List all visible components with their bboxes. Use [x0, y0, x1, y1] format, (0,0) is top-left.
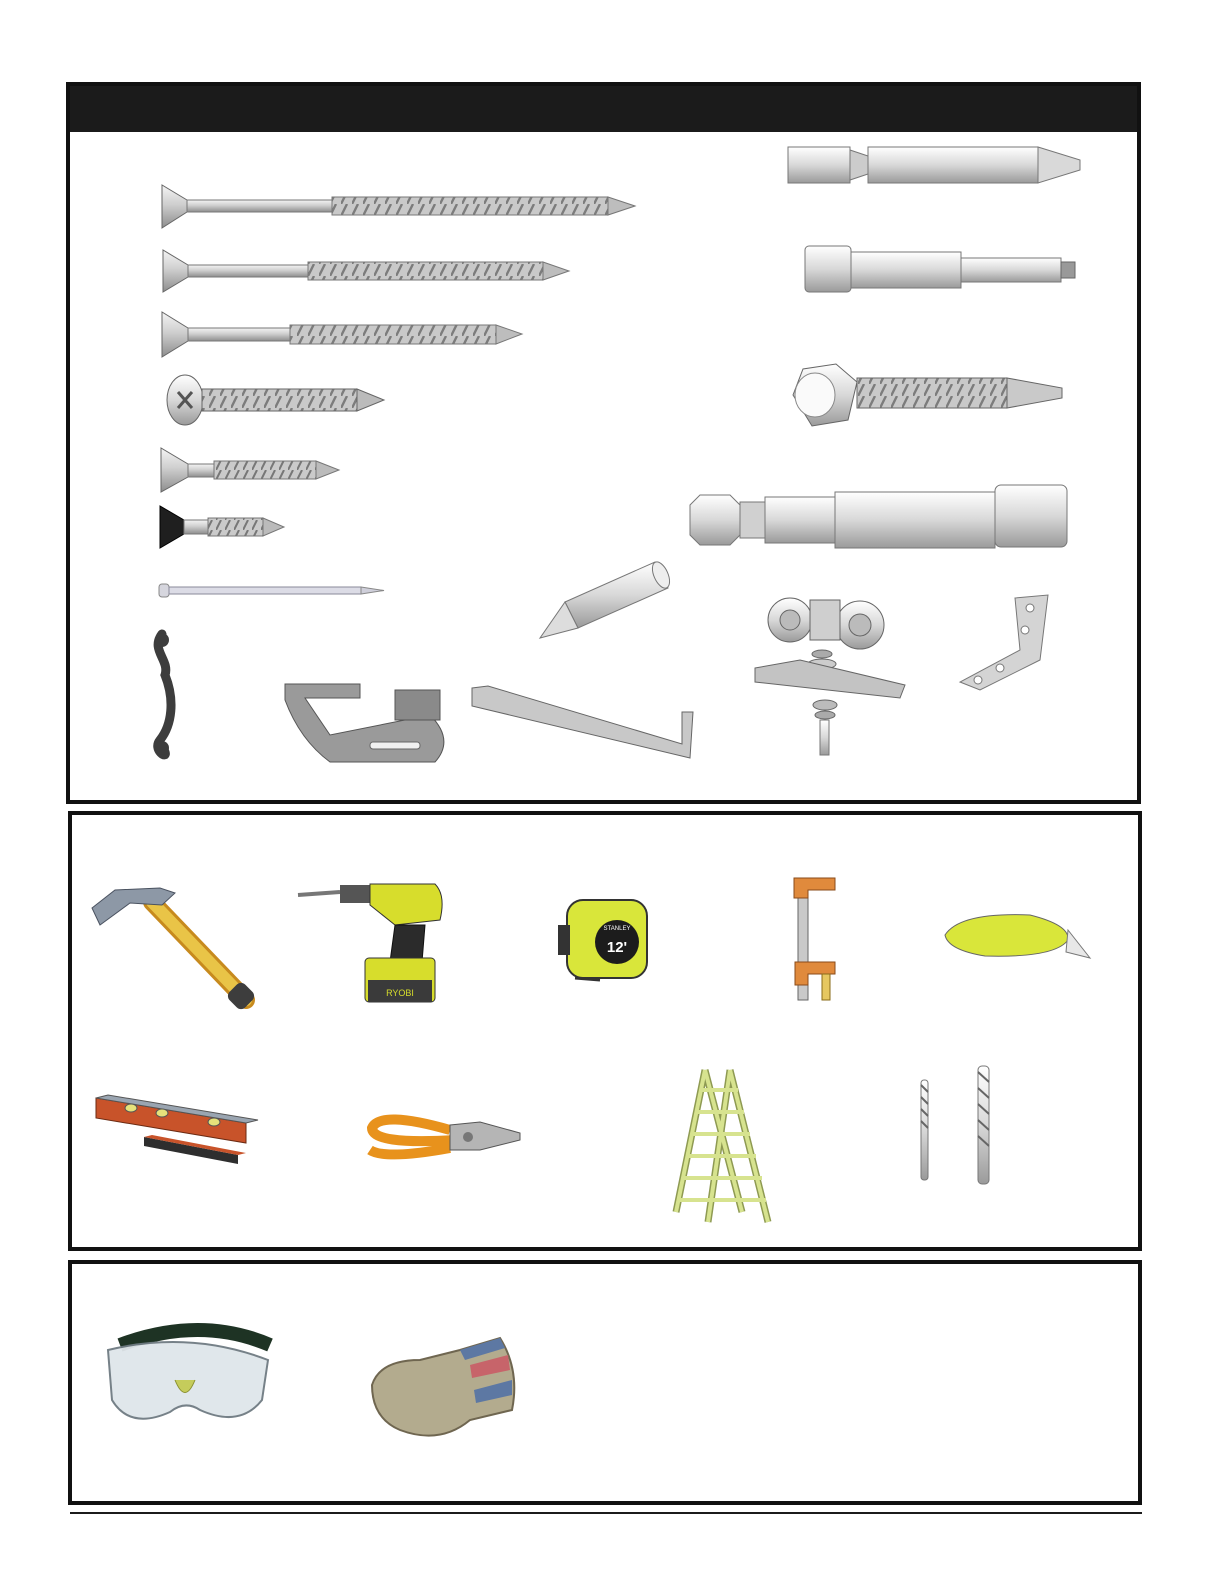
drill-brand-label: RYOBI: [386, 988, 414, 998]
tape-brand-label: STANLEY: [603, 926, 631, 932]
footer-rule: [70, 1512, 1142, 1514]
work-gloves-icon: [372, 1338, 514, 1436]
safety-goggles-icon: [108, 1330, 270, 1419]
tape-size-label: 12': [606, 939, 628, 956]
